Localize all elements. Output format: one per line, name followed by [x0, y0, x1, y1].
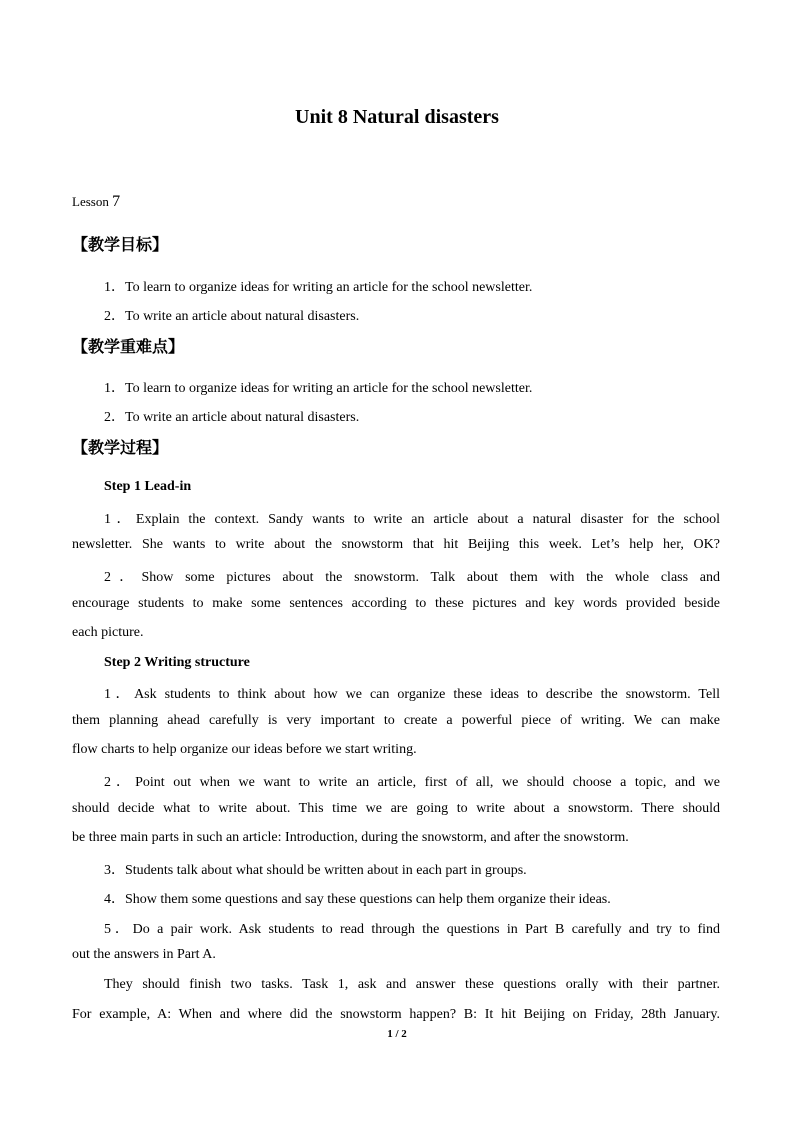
section-heading-key-points: 【教学重难点】 [72, 337, 185, 356]
lesson-number: 7 [112, 193, 121, 210]
paragraph-line: 1．Explain the context. Sandy wants to write an article about a natural disaster for the school [104, 512, 720, 527]
paragraph-line: For example, A: When and where did the snowstorm happen? B: It hit Beijing on Friday, 28th January. [72, 1007, 720, 1022]
paragraph-line: 5．Do a pair work. Ask students to read through the questions in Part B carefully and try to find [104, 922, 720, 937]
paragraph-line: 1．Ask students to think about how we can organize these ideas to describe the snowstorm. Tell [104, 687, 720, 702]
paragraph-line: be three main parts in such an article: Introduction, during the snowstorm, and after the snowstorm. [72, 830, 629, 845]
page-number: 1 / 2 [387, 1028, 407, 1040]
paragraph-line: They should finish two tasks. Task 1, ask and answer these questions orally with their partner. [104, 977, 720, 992]
paragraph-line: them planning ahead carefully is very important to create a powerful piece of writing. We can make [72, 713, 720, 728]
objective-item: 2．To write an article about natural disasters. [104, 309, 360, 324]
paragraph-line: 4．Show them some questions and say these questions can help them organize their ideas. [104, 892, 611, 907]
step-2-heading: Step 2 Writing structure [104, 655, 250, 670]
paragraph-line: out the answers in Part A. [72, 947, 216, 962]
paragraph-line: encourage students to make some sentences according to these pictures and key words provided beside [72, 596, 720, 611]
section-heading-objectives: 【教学目标】 [72, 235, 169, 254]
lesson-label [72, 193, 120, 211]
key-point-item: 2．To write an article about natural disasters. [104, 410, 360, 425]
lesson-word: Lesson [72, 194, 109, 209]
step-1-heading: Step 1 Lead-in [104, 479, 192, 494]
section-heading-process: 【教学过程】 [72, 438, 169, 457]
paragraph-line: 2．Show some pictures about the snowstorm. Talk about them with the whole class and [104, 570, 720, 585]
objective-item: 1．To learn to organize ideas for writing an article for the school newsletter. [104, 280, 533, 295]
paragraph-line: 2．Point out when we want to write an article, first of all, we should choose a topic, and we [104, 775, 720, 790]
paragraph-line: flow charts to help organize our ideas before we start writing. [72, 742, 417, 757]
paragraph-line: 3．Students talk about what should be written about in each part in groups. [104, 863, 527, 878]
paragraph-line: each picture. [72, 625, 144, 640]
key-point-item: 1．To learn to organize ideas for writing an article for the school newsletter. [104, 381, 533, 396]
paragraph-line: should decide what to write about. This time we are going to write about a snowstorm. There should [72, 801, 720, 816]
document-title: Unit 8 Natural disasters [295, 106, 499, 128]
paragraph-line: newsletter. She wants to write about the snowstorm that hit Beijing this week. Let’s help her, OK? [72, 537, 720, 552]
